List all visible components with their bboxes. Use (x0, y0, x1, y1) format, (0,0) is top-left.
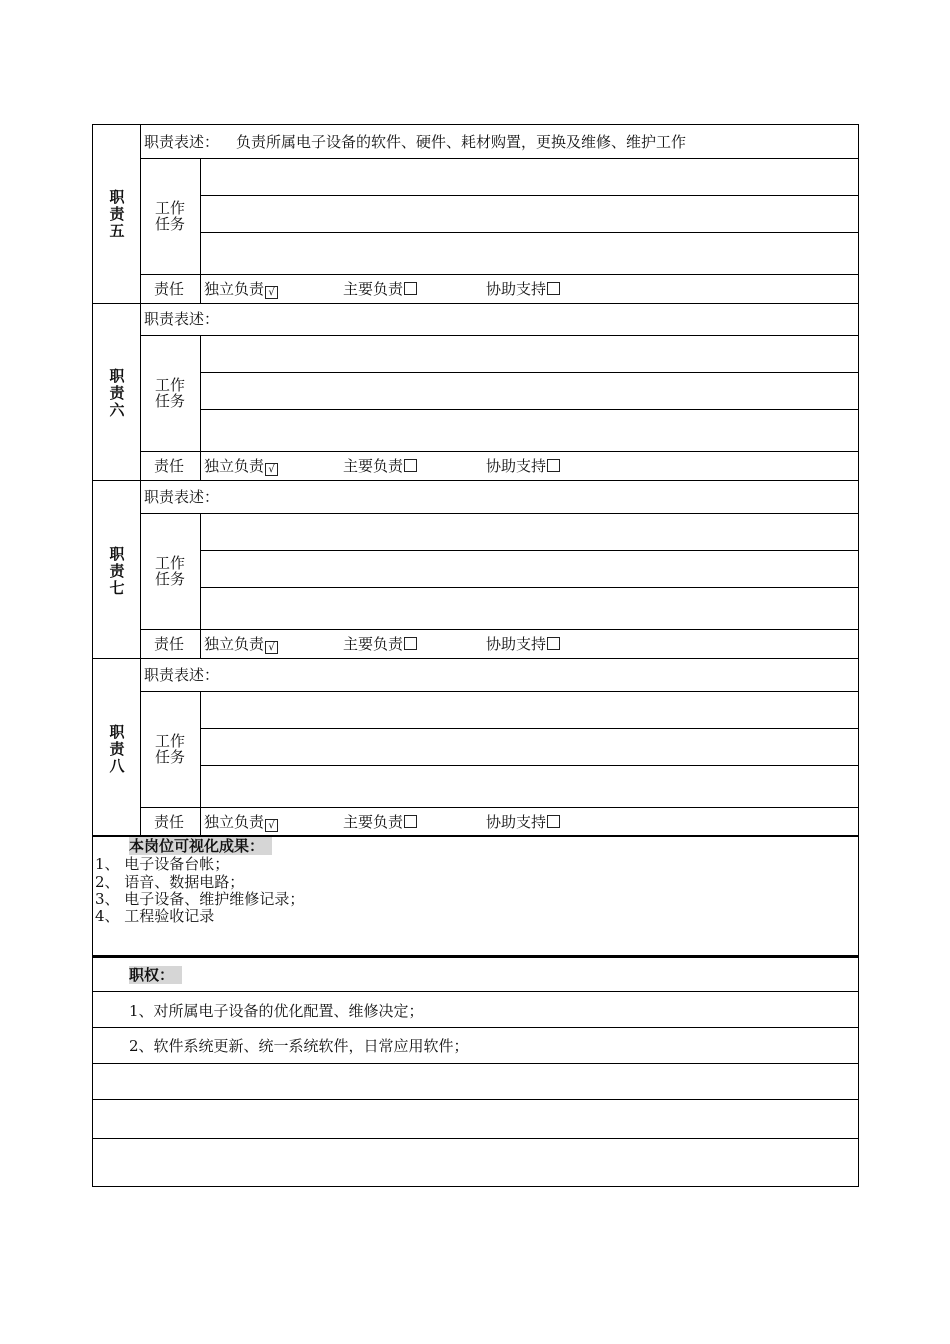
checkbox-empty-icon[interactable] (404, 459, 417, 472)
checkbox-empty-icon[interactable] (404, 282, 417, 295)
results-item: 4、 工程验收记录 (95, 907, 215, 925)
check-mark: √ (268, 642, 275, 653)
checkbox-checked-icon[interactable] (265, 641, 278, 654)
duty-description-text: 负责所属电子设备的软件、硬件、耗材购置，更换及维修、维护工作 (236, 133, 687, 151)
option-independent (204, 813, 278, 832)
duty-description-label: 职责表述： (144, 310, 220, 328)
work-task-label: 工作任务 (154, 554, 185, 588)
duty-description-label: 职责表述： (144, 666, 220, 684)
option-main-label: 主要负责 (343, 813, 404, 831)
responsibility-label: 责任 (154, 457, 185, 475)
responsibility-label: 责任 (154, 635, 185, 653)
duty-block (92, 124, 859, 304)
checkbox-checked-icon[interactable] (265, 286, 278, 299)
authority-item: 2、软件系统更新、统一系统软件，日常应用软件； (129, 1037, 469, 1055)
duty-title: 职责七 (109, 545, 125, 597)
duty-block (92, 302, 859, 481)
checkbox-empty-icon[interactable] (404, 637, 417, 650)
checkbox-empty-icon[interactable] (547, 815, 560, 828)
responsibility-label: 责任 (154, 813, 185, 831)
duty-title: 职责六 (109, 367, 125, 419)
option-independent (204, 635, 278, 654)
results-item: 2、 语音、数据电路； (95, 873, 245, 891)
option-assist-label: 协助支持 (486, 280, 547, 298)
authority-item: 1、对所属电子设备的优化配置、维修决定； (129, 1002, 424, 1020)
option-independent (204, 457, 278, 476)
option-independent-label: 独立负责 (204, 457, 265, 475)
option-independent (204, 280, 278, 299)
responsibility-label: 责任 (154, 280, 185, 298)
option-main (343, 635, 417, 653)
check-mark: √ (268, 464, 275, 475)
checkbox-checked-icon[interactable] (265, 463, 278, 476)
check-mark: √ (268, 287, 275, 298)
option-main (343, 813, 417, 831)
option-assist-label: 协助支持 (486, 457, 547, 475)
option-main-label: 主要负责 (343, 457, 404, 475)
check-mark: √ (268, 820, 275, 831)
checkbox-empty-icon[interactable] (547, 459, 560, 472)
option-main (343, 457, 417, 475)
checkbox-checked-icon[interactable] (265, 819, 278, 832)
option-assist (486, 635, 560, 653)
authority-section (92, 955, 859, 1187)
checkbox-empty-icon[interactable] (404, 815, 417, 828)
option-assist (486, 280, 560, 298)
duty-title: 职责八 (109, 723, 125, 775)
option-assist (486, 813, 560, 831)
duty-title: 职责五 (109, 188, 125, 240)
option-independent-label: 独立负责 (204, 635, 265, 653)
option-main-label: 主要负责 (343, 280, 404, 298)
option-assist (486, 457, 560, 475)
authority-heading: 职权： (129, 966, 182, 984)
option-main (343, 280, 417, 298)
work-task-label: 工作任务 (154, 732, 185, 766)
option-independent-label: 独立负责 (204, 280, 265, 298)
results-item: 3、 电子设备、维护维修记录； (95, 890, 305, 908)
work-task-label: 工作任务 (154, 199, 185, 233)
option-assist-label: 协助支持 (486, 813, 547, 831)
duty-block (92, 480, 859, 659)
job-description-form (92, 124, 859, 1186)
visual-results-section (92, 835, 859, 958)
option-independent-label: 独立负责 (204, 813, 265, 831)
duty-block (92, 658, 859, 837)
option-main-label: 主要负责 (343, 635, 404, 653)
duty-description-label: 职责表述： (144, 488, 220, 506)
duty-description-label: 职责表述： (144, 133, 220, 151)
results-item: 1、 电子设备台帐； (95, 855, 230, 873)
work-task-label: 工作任务 (154, 376, 185, 410)
results-heading: 本岗位可视化成果： (129, 837, 272, 855)
checkbox-empty-icon[interactable] (547, 282, 560, 295)
checkbox-empty-icon[interactable] (547, 637, 560, 650)
option-assist-label: 协助支持 (486, 635, 547, 653)
